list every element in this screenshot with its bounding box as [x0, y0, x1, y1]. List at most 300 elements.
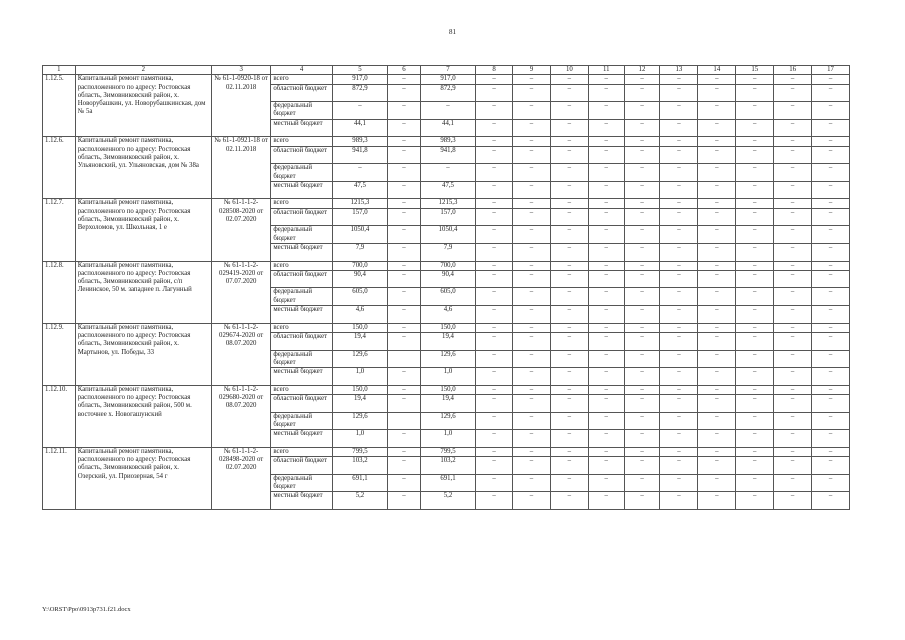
amount-cell: – — [332, 164, 387, 182]
empty-value-cell: – — [624, 332, 660, 350]
column-header: 14 — [698, 66, 736, 75]
empty-value-cell: – — [550, 474, 588, 492]
empty-value-cell: – — [774, 199, 812, 208]
empty-value-cell: – — [812, 457, 850, 475]
empty-value-cell: – — [476, 146, 513, 164]
empty-value-cell: – — [698, 394, 736, 412]
column-header: 17 — [812, 66, 850, 75]
amount-cell: – — [388, 332, 421, 350]
funding-source: областной бюджет — [271, 394, 332, 412]
empty-value-cell: – — [588, 394, 624, 412]
empty-value-cell: – — [550, 102, 588, 120]
empty-value-cell: – — [476, 394, 513, 412]
empty-value-cell: – — [698, 350, 736, 368]
empty-value-cell: – — [698, 492, 736, 510]
empty-value-cell: – — [476, 75, 513, 84]
empty-value-cell: – — [588, 492, 624, 510]
empty-value-cell: – — [550, 270, 588, 288]
amount-cell: 19,4 — [332, 394, 387, 412]
amount-cell: 4,6 — [420, 306, 475, 324]
funding-source: федеральный бюджет — [271, 350, 332, 368]
empty-value-cell: – — [774, 270, 812, 288]
empty-value-cell: – — [550, 332, 588, 350]
empty-value-cell: – — [513, 84, 551, 102]
empty-value-cell: – — [476, 243, 513, 261]
amount-cell — [388, 350, 421, 368]
empty-value-cell: – — [624, 270, 660, 288]
empty-value-cell: – — [476, 323, 513, 332]
amount-cell: 19,4 — [332, 332, 387, 350]
empty-value-cell: – — [624, 208, 660, 226]
column-header: 6 — [388, 66, 421, 75]
amount-cell: – — [388, 385, 421, 394]
empty-value-cell: – — [476, 457, 513, 475]
empty-value-cell: – — [812, 181, 850, 199]
empty-value-cell: – — [698, 208, 736, 226]
amount-cell: – — [388, 226, 421, 244]
empty-value-cell: – — [588, 270, 624, 288]
empty-value-cell: – — [624, 75, 660, 84]
amount-cell: – — [388, 199, 421, 208]
empty-value-cell: – — [550, 350, 588, 368]
empty-value-cell: – — [588, 323, 624, 332]
empty-value-cell: – — [660, 288, 698, 306]
amount-cell: 5,2 — [332, 492, 387, 510]
empty-value-cell: – — [812, 350, 850, 368]
empty-value-cell: – — [550, 226, 588, 244]
amount-cell: 5,2 — [420, 492, 475, 510]
empty-value-cell: – — [624, 492, 660, 510]
amount-cell: 1050,4 — [332, 226, 387, 244]
amount-cell: 90,4 — [420, 270, 475, 288]
column-header: 8 — [476, 66, 513, 75]
empty-value-cell: – — [624, 323, 660, 332]
empty-value-cell: – — [513, 457, 551, 475]
empty-value-cell: – — [588, 84, 624, 102]
empty-value-cell: – — [698, 137, 736, 146]
amount-cell: – — [388, 457, 421, 475]
empty-value-cell: – — [476, 430, 513, 448]
empty-value-cell: – — [736, 323, 774, 332]
column-header: 2 — [75, 66, 211, 75]
page-number: 81 — [449, 28, 456, 36]
empty-value-cell: – — [660, 385, 698, 394]
empty-value-cell: – — [588, 137, 624, 146]
amount-cell: 150,0 — [332, 385, 387, 394]
empty-value-cell: – — [660, 412, 698, 430]
amount-cell: 150,0 — [332, 323, 387, 332]
empty-value-cell: – — [476, 270, 513, 288]
expertise-document: № 61-1-1-2-028508-2020 от 02.07.2020 — [211, 199, 270, 261]
empty-value-cell: – — [513, 350, 551, 368]
item-number: 1.12.11. — [43, 447, 76, 509]
funding-table — [42, 65, 850, 510]
empty-value-cell: – — [550, 208, 588, 226]
amount-cell: – — [388, 84, 421, 102]
empty-value-cell: – — [698, 261, 736, 270]
funding-source: федеральный бюджет — [271, 288, 332, 306]
funding-source: всего — [271, 447, 332, 456]
item-number: 1.12.9. — [43, 323, 76, 385]
empty-value-cell: – — [774, 350, 812, 368]
funding-source: федеральный бюджет — [271, 164, 332, 182]
empty-value-cell: – — [624, 164, 660, 182]
empty-value-cell: – — [550, 457, 588, 475]
amount-cell: – — [388, 323, 421, 332]
amount-cell: – — [388, 181, 421, 199]
empty-value-cell: – — [736, 181, 774, 199]
amount-cell: – — [388, 447, 421, 456]
empty-value-cell: – — [624, 385, 660, 394]
funding-source: местный бюджет — [271, 181, 332, 199]
empty-value-cell: – — [812, 368, 850, 386]
empty-value-cell: – — [588, 306, 624, 324]
empty-value-cell: – — [476, 492, 513, 510]
table-row — [43, 137, 850, 146]
empty-value-cell: – — [736, 430, 774, 448]
amount-cell: 157,0 — [332, 208, 387, 226]
empty-value-cell: – — [812, 226, 850, 244]
item-description: Капитальный ремонт памятника, расположенного по адресу: Ростовская область, Зимовниковский район, х. Верхоломов, ул. Школьная, 1 е — [75, 199, 211, 261]
empty-value-cell: – — [812, 270, 850, 288]
empty-value-cell: – — [774, 412, 812, 430]
empty-value-cell: – — [513, 119, 551, 137]
empty-value-cell: – — [624, 119, 660, 137]
empty-value-cell: – — [476, 199, 513, 208]
empty-value-cell: – — [624, 394, 660, 412]
empty-value-cell: – — [513, 385, 551, 394]
amount-cell: 1,0 — [332, 368, 387, 386]
empty-value-cell: – — [660, 394, 698, 412]
empty-value-cell: – — [476, 332, 513, 350]
amount-cell: 7,9 — [332, 243, 387, 261]
funding-source: федеральный бюджет — [271, 102, 332, 120]
funding-source: всего — [271, 385, 332, 394]
amount-cell: 90,4 — [332, 270, 387, 288]
amount-cell: 700,0 — [332, 261, 387, 270]
column-header: 12 — [624, 66, 660, 75]
empty-value-cell: – — [476, 164, 513, 182]
empty-value-cell: – — [812, 199, 850, 208]
empty-value-cell: – — [698, 385, 736, 394]
empty-value-cell: – — [812, 474, 850, 492]
empty-value-cell: – — [476, 84, 513, 102]
amount-cell: 4,6 — [332, 306, 387, 324]
amount-cell: 129,6 — [332, 412, 387, 430]
empty-value-cell: – — [774, 261, 812, 270]
amount-cell: 1,0 — [332, 430, 387, 448]
amount-cell: – — [388, 102, 421, 120]
empty-value-cell: – — [624, 368, 660, 386]
amount-cell: – — [388, 492, 421, 510]
empty-value-cell: – — [660, 332, 698, 350]
empty-value-cell: – — [774, 474, 812, 492]
empty-value-cell: – — [774, 119, 812, 137]
empty-value-cell: – — [736, 146, 774, 164]
empty-value-cell: – — [774, 430, 812, 448]
empty-value-cell: – — [660, 474, 698, 492]
empty-value-cell: – — [698, 270, 736, 288]
amount-cell: – — [420, 102, 475, 120]
empty-value-cell: – — [476, 181, 513, 199]
empty-value-cell: – — [698, 226, 736, 244]
empty-value-cell: – — [624, 181, 660, 199]
column-header: 1 — [43, 66, 76, 75]
empty-value-cell: – — [812, 146, 850, 164]
amount-cell: – — [388, 243, 421, 261]
funding-source: местный бюджет — [271, 306, 332, 324]
empty-value-cell: – — [698, 84, 736, 102]
funding-source: всего — [271, 323, 332, 332]
amount-cell: – — [388, 208, 421, 226]
funding-source: федеральный бюджет — [271, 412, 332, 430]
empty-value-cell: – — [588, 199, 624, 208]
funding-source: областной бюджет — [271, 270, 332, 288]
amount-cell: 872,9 — [332, 84, 387, 102]
empty-value-cell: – — [774, 288, 812, 306]
empty-value-cell: – — [698, 323, 736, 332]
empty-value-cell: – — [698, 102, 736, 120]
empty-value-cell: – — [812, 394, 850, 412]
amount-cell: – — [388, 164, 421, 182]
empty-value-cell: – — [736, 492, 774, 510]
funding-source: всего — [271, 199, 332, 208]
column-header: 5 — [332, 66, 387, 75]
funding-source: всего — [271, 137, 332, 146]
empty-value-cell: – — [660, 270, 698, 288]
amount-cell: 799,5 — [420, 447, 475, 456]
empty-value-cell: – — [588, 447, 624, 456]
empty-value-cell: – — [736, 412, 774, 430]
empty-value-cell: – — [513, 368, 551, 386]
empty-value-cell: – — [660, 261, 698, 270]
empty-value-cell: – — [660, 164, 698, 182]
funding-source: областной бюджет — [271, 457, 332, 475]
table-row — [43, 447, 850, 456]
empty-value-cell: – — [476, 368, 513, 386]
empty-value-cell: – — [476, 288, 513, 306]
empty-value-cell: – — [550, 394, 588, 412]
amount-cell: 917,0 — [420, 75, 475, 84]
amount-cell: 7,9 — [420, 243, 475, 261]
empty-value-cell: – — [550, 288, 588, 306]
amount-cell: – — [388, 288, 421, 306]
empty-value-cell: – — [550, 75, 588, 84]
amount-cell: 129,6 — [332, 350, 387, 368]
empty-value-cell: – — [660, 146, 698, 164]
amount-cell: 700,0 — [420, 261, 475, 270]
empty-value-cell: – — [588, 430, 624, 448]
empty-value-cell: – — [513, 261, 551, 270]
item-number: 1.12.7. — [43, 199, 76, 261]
empty-value-cell: – — [774, 75, 812, 84]
empty-value-cell: – — [660, 119, 698, 137]
amount-cell: 150,0 — [420, 323, 475, 332]
amount-cell: – — [420, 164, 475, 182]
empty-value-cell: – — [550, 243, 588, 261]
empty-value-cell: – — [513, 137, 551, 146]
empty-value-cell: – — [624, 306, 660, 324]
empty-value-cell: – — [476, 102, 513, 120]
empty-value-cell: – — [624, 84, 660, 102]
empty-value-cell: – — [698, 164, 736, 182]
empty-value-cell: – — [550, 137, 588, 146]
amount-cell: 941,8 — [332, 146, 387, 164]
amount-cell: 691,1 — [420, 474, 475, 492]
empty-value-cell: – — [588, 288, 624, 306]
empty-value-cell: – — [624, 350, 660, 368]
table-row — [43, 323, 850, 332]
empty-value-cell: – — [812, 447, 850, 456]
amount-cell: 44,1 — [420, 119, 475, 137]
empty-value-cell: – — [812, 385, 850, 394]
amount-cell: 691,1 — [332, 474, 387, 492]
empty-value-cell: – — [624, 430, 660, 448]
column-header: 13 — [660, 66, 698, 75]
table-row — [43, 75, 850, 84]
empty-value-cell: – — [624, 474, 660, 492]
empty-value-cell: – — [736, 288, 774, 306]
empty-value-cell: – — [774, 492, 812, 510]
empty-value-cell: – — [588, 474, 624, 492]
empty-value-cell: – — [624, 261, 660, 270]
empty-value-cell: – — [550, 368, 588, 386]
amount-cell: 605,0 — [420, 288, 475, 306]
amount-cell: – — [388, 474, 421, 492]
empty-value-cell: – — [513, 323, 551, 332]
empty-value-cell: – — [588, 164, 624, 182]
empty-value-cell: – — [624, 146, 660, 164]
empty-value-cell: – — [698, 146, 736, 164]
empty-value-cell: – — [736, 306, 774, 324]
expertise-document: № 61-1-0921-18 от 02.11.2018 — [211, 137, 270, 199]
funding-source: местный бюджет — [271, 430, 332, 448]
empty-value-cell: – — [588, 368, 624, 386]
empty-value-cell: – — [550, 261, 588, 270]
item-number: 1.12.8. — [43, 261, 76, 323]
empty-value-cell: – — [812, 261, 850, 270]
empty-value-cell: – — [774, 332, 812, 350]
amount-cell: 47,5 — [420, 181, 475, 199]
empty-value-cell: – — [736, 394, 774, 412]
empty-value-cell: – — [774, 84, 812, 102]
empty-value-cell: – — [624, 457, 660, 475]
empty-value-cell: – — [476, 385, 513, 394]
column-header: 15 — [736, 66, 774, 75]
empty-value-cell: – — [550, 412, 588, 430]
empty-value-cell: – — [588, 261, 624, 270]
empty-value-cell: – — [588, 146, 624, 164]
amount-cell: 47,5 — [332, 181, 387, 199]
empty-value-cell: – — [698, 288, 736, 306]
empty-value-cell: – — [660, 208, 698, 226]
empty-value-cell: – — [513, 332, 551, 350]
funding-source: всего — [271, 75, 332, 84]
empty-value-cell: – — [660, 199, 698, 208]
empty-value-cell: – — [550, 84, 588, 102]
amount-cell: 19,4 — [420, 394, 475, 412]
empty-value-cell: – — [513, 146, 551, 164]
amount-cell: 917,0 — [332, 75, 387, 84]
funding-source: местный бюджет — [271, 119, 332, 137]
item-number: 1.12.10. — [43, 385, 76, 447]
empty-value-cell: – — [736, 226, 774, 244]
empty-value-cell: – — [660, 84, 698, 102]
empty-value-cell: – — [774, 146, 812, 164]
empty-value-cell: – — [660, 181, 698, 199]
empty-value-cell: – — [550, 181, 588, 199]
empty-value-cell: – — [698, 181, 736, 199]
empty-value-cell: – — [476, 261, 513, 270]
empty-value-cell: – — [774, 137, 812, 146]
empty-value-cell: – — [624, 137, 660, 146]
table-row — [43, 385, 850, 394]
empty-value-cell: – — [698, 412, 736, 430]
column-header: 11 — [588, 66, 624, 75]
empty-value-cell: – — [550, 492, 588, 510]
empty-value-cell: – — [660, 350, 698, 368]
table-row — [43, 199, 850, 208]
amount-cell: – — [388, 146, 421, 164]
amount-cell: 1215,3 — [332, 199, 387, 208]
amount-cell: 103,2 — [420, 457, 475, 475]
empty-value-cell: – — [476, 350, 513, 368]
empty-value-cell: – — [513, 412, 551, 430]
empty-value-cell: – — [698, 447, 736, 456]
empty-value-cell: – — [550, 164, 588, 182]
empty-value-cell: – — [660, 323, 698, 332]
empty-value-cell: – — [476, 474, 513, 492]
empty-value-cell: – — [588, 119, 624, 137]
amount-cell: 1215,3 — [420, 199, 475, 208]
empty-value-cell: – — [736, 457, 774, 475]
empty-value-cell: – — [812, 492, 850, 510]
amount-cell: 150,0 — [420, 385, 475, 394]
empty-value-cell: – — [550, 447, 588, 456]
empty-value-cell: – — [736, 350, 774, 368]
funding-source: федеральный бюджет — [271, 226, 332, 244]
item-number: 1.12.5. — [43, 75, 76, 137]
empty-value-cell: – — [774, 164, 812, 182]
empty-value-cell: – — [513, 164, 551, 182]
empty-value-cell: – — [588, 102, 624, 120]
empty-value-cell: – — [812, 243, 850, 261]
empty-value-cell: – — [736, 270, 774, 288]
header-row — [43, 66, 850, 75]
empty-value-cell: – — [513, 474, 551, 492]
empty-value-cell: – — [588, 75, 624, 84]
empty-value-cell: – — [812, 75, 850, 84]
empty-value-cell: – — [736, 243, 774, 261]
empty-value-cell: – — [736, 385, 774, 394]
item-description: Капитальный ремонт памятника, расположенного по адресу: Ростовская область, Зимовниковский район, х. Ульяновский, ул. Ульяновская, дом № 38а — [75, 137, 211, 199]
empty-value-cell: – — [736, 368, 774, 386]
empty-value-cell: – — [698, 243, 736, 261]
item-description: Капитальный ремонт памятника, расположенного по адресу: Ростовская область, Зимовниковский район, х. Мартынов, ул. Победы, 33 — [75, 323, 211, 385]
expertise-document: № 61-1-1-2-029680-2020 от 08.07.2020 — [211, 385, 270, 447]
empty-value-cell: – — [812, 430, 850, 448]
empty-value-cell: – — [550, 199, 588, 208]
empty-value-cell: – — [550, 323, 588, 332]
empty-value-cell: – — [774, 457, 812, 475]
empty-value-cell: – — [476, 306, 513, 324]
column-header: 10 — [550, 66, 588, 75]
empty-value-cell: – — [513, 394, 551, 412]
empty-value-cell: – — [624, 412, 660, 430]
empty-value-cell: – — [698, 75, 736, 84]
empty-value-cell: – — [698, 368, 736, 386]
empty-value-cell: – — [660, 243, 698, 261]
